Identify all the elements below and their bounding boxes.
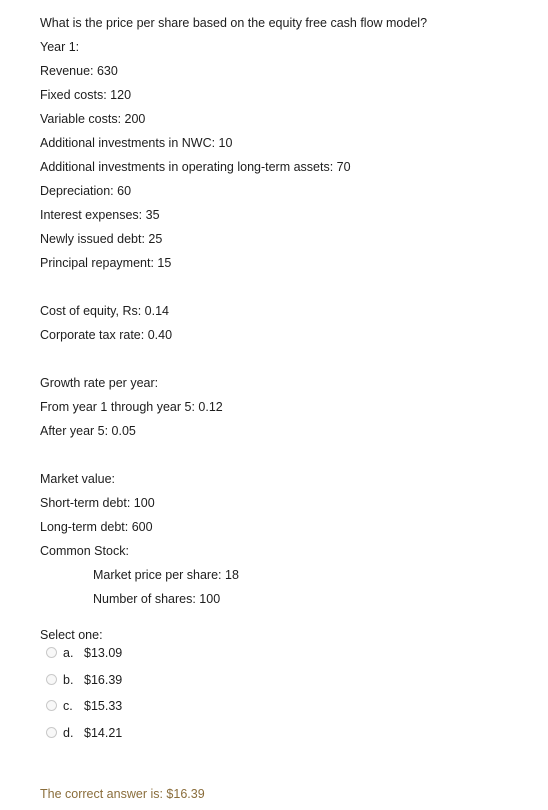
variable-costs-line: Variable costs: 200 — [40, 112, 146, 126]
option-letter: c. — [63, 699, 73, 713]
question-content — [40, 15, 538, 751]
option-letter: a. — [63, 646, 74, 660]
year-heading: Year 1: — [40, 40, 80, 54]
principal-repayment-line: Principal repayment: 15 — [40, 256, 172, 270]
radio-button[interactable] — [46, 674, 57, 685]
spacer — [40, 351, 538, 375]
option-text: $15.33 — [84, 699, 123, 713]
option-text: $16.39 — [84, 672, 123, 687]
tax-rate-line: Corporate tax rate: 0.40 — [40, 328, 173, 342]
growth-heading: Growth rate per year: — [40, 376, 159, 390]
answer-option-d[interactable] — [46, 725, 538, 752]
answer-option-a[interactable] — [46, 645, 538, 672]
market-value-heading: Market value: — [40, 472, 116, 486]
option-letter: b. — [63, 672, 74, 687]
revenue-line: Revenue: 630 — [40, 64, 118, 78]
growth-after-year5-line: After year 5: 0.05 — [40, 424, 136, 438]
nwc-investment-line: Additional investments in NWC: 10 — [40, 136, 233, 150]
spacer — [40, 279, 538, 303]
radio-button[interactable] — [46, 647, 57, 658]
select-one-label: Select one: — [40, 628, 103, 642]
market-price-per-share-line: Market price per share: 18 — [93, 568, 239, 582]
fixed-costs-line: Fixed costs: 120 — [40, 88, 132, 102]
option-text: $14.21 — [84, 725, 123, 740]
short-term-debt-line: Short-term debt: 100 — [40, 496, 155, 510]
spacer — [40, 447, 538, 471]
interest-expenses-line: Interest expenses: 35 — [40, 208, 160, 222]
radio-button[interactable] — [46, 727, 57, 738]
long-term-debt-line: Long-term debt: 600 — [40, 520, 153, 534]
cost-of-equity-line: Cost of equity, Rs: 0.14 — [40, 304, 169, 318]
correct-answer-feedback: The correct answer is: $16.39 — [40, 787, 205, 801]
option-letter: d. — [63, 725, 74, 740]
newly-issued-debt-line: Newly issued debt: 25 — [40, 232, 163, 246]
question-prompt: What is the price per share based on the equity free cash flow model? — [40, 16, 428, 30]
long-term-assets-investment-line: Additional investments in operating long-term assets: 70 — [40, 160, 351, 174]
depreciation-line: Depreciation: 60 — [40, 184, 132, 198]
spacer — [40, 615, 538, 627]
answer-option-c[interactable] — [46, 698, 538, 725]
number-of-shares-line: Number of shares: 100 — [93, 592, 221, 606]
answer-option-b[interactable] — [46, 672, 538, 699]
option-text: $13.09 — [84, 646, 123, 660]
common-stock-heading: Common Stock: — [40, 544, 129, 558]
growth-year1-5-line: From year 1 through year 5: 0.12 — [40, 400, 223, 414]
radio-button[interactable] — [46, 700, 57, 711]
